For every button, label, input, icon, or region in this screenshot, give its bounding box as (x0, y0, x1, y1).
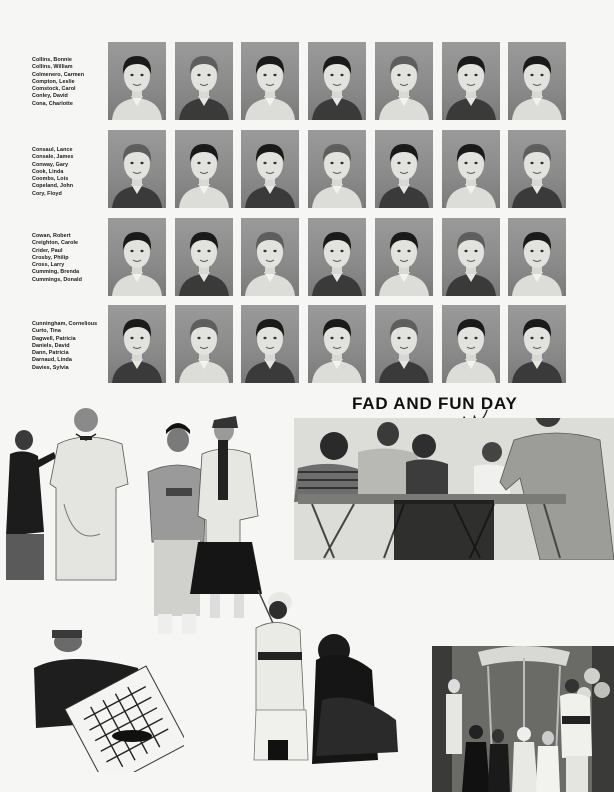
student-name: Coombs, Lois (32, 176, 69, 183)
student-name: Dagwell, Patricia (32, 335, 76, 342)
student-portrait (442, 218, 500, 296)
student-portrait (175, 130, 233, 208)
student-name: Copeland, John (32, 183, 74, 190)
student-portrait (241, 42, 299, 120)
student-name: Cunningham, Cornelious (32, 321, 98, 327)
student-name: Collins, Bonnie (32, 57, 72, 63)
student-name: Crider, Paul (32, 247, 63, 254)
student-name: Cona, Charlotte (32, 100, 73, 107)
student-portrait (308, 130, 366, 208)
student-portrait (108, 305, 166, 383)
name-list-row-2 (32, 147, 108, 198)
student-portrait (375, 130, 433, 208)
student-name: Darnaud, Linda (32, 357, 72, 364)
name-list-row-1 (32, 57, 108, 108)
student-name: Conway, Gary (32, 161, 69, 168)
student-portrait (108, 42, 166, 120)
student-name: Daniels, David (32, 342, 70, 349)
arabian-costume-photo (246, 590, 402, 772)
student-portrait (508, 42, 566, 120)
student-portrait (241, 130, 299, 208)
student-portrait (375, 305, 433, 383)
student-name: Conley, David (32, 93, 68, 100)
student-name: Comstock, Carol (32, 86, 76, 93)
student-portrait (308, 218, 366, 296)
stage-carousel-photo (432, 646, 614, 792)
student-portrait (442, 305, 500, 383)
student-portrait (508, 305, 566, 383)
student-name: Cowan, Robert (32, 233, 71, 239)
page-title: FAD AND FUN DAY (352, 394, 518, 413)
student-portrait (308, 42, 366, 120)
student-portrait (241, 305, 299, 383)
student-name: Cross, Larry (32, 262, 65, 269)
student-name: Cory, Floyd (32, 190, 62, 197)
student-name: Cummings, Donald (32, 276, 82, 283)
sandwich-board-photo (28, 624, 184, 772)
student-portrait (308, 305, 366, 383)
student-portrait (241, 218, 299, 296)
student-portrait (108, 218, 166, 296)
student-name: Cumming, Brenda (32, 269, 80, 276)
student-name: Consaul, Lance (32, 147, 73, 153)
student-name: Collins, William (32, 64, 73, 71)
student-portrait (508, 218, 566, 296)
student-portrait (108, 130, 166, 208)
student-portrait (375, 42, 433, 120)
student-name: Davies, Sylvia (32, 364, 69, 371)
student-name: Colmenero, Carmen (32, 71, 85, 78)
student-name: Consale, James (32, 154, 74, 161)
name-list-row-3 (32, 233, 108, 284)
student-portrait (175, 42, 233, 120)
student-portrait (175, 305, 233, 383)
costume-pair-photo (4, 404, 130, 582)
student-name: Curto, Tina (32, 328, 61, 335)
student-name: Dann, Patricia (32, 350, 69, 357)
student-name: Creighton, Carole (32, 240, 79, 247)
student-name: Crosby, Philip (32, 254, 69, 261)
student-portrait (442, 130, 500, 208)
student-name: Compton, Leslie (32, 78, 75, 85)
student-portrait (375, 218, 433, 296)
student-name: Cook, Linda (32, 168, 64, 175)
name-list-row-4 (32, 321, 108, 372)
student-portrait (442, 42, 500, 120)
student-portrait (508, 130, 566, 208)
judges-table-photo (294, 418, 614, 560)
student-portrait (175, 218, 233, 296)
